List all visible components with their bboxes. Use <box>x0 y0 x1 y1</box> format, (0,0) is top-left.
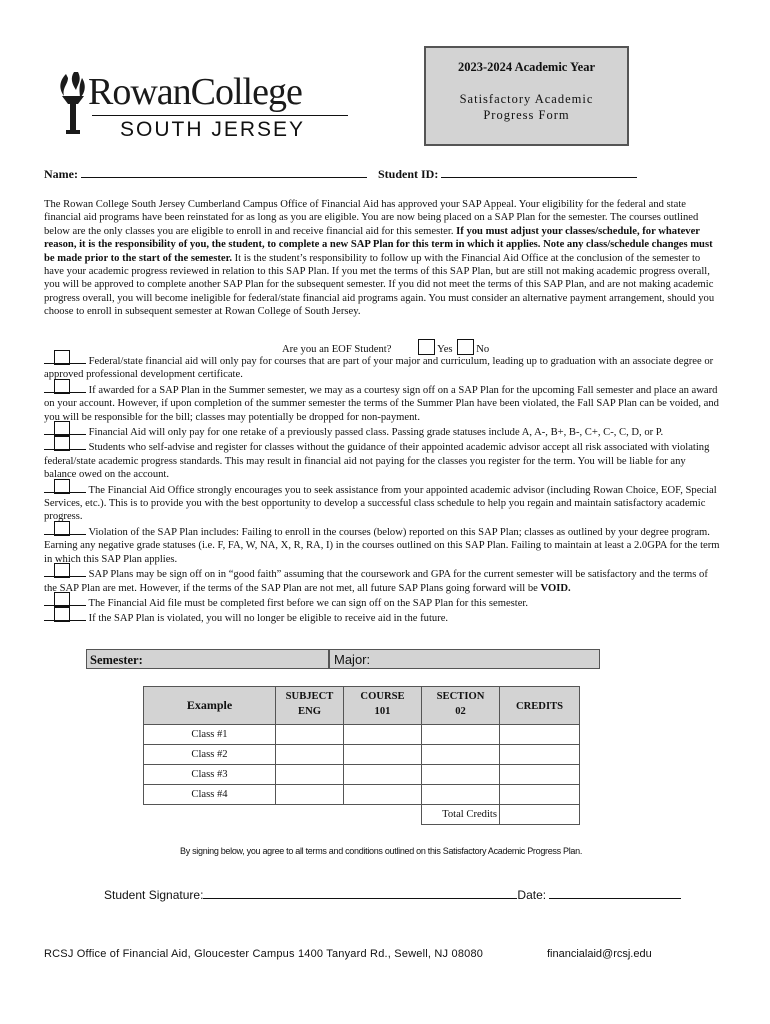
subject-cell[interactable] <box>276 745 344 765</box>
initial-box[interactable] <box>44 439 86 450</box>
course-header: COURSE 101 <box>344 687 422 725</box>
credits-cell[interactable] <box>500 745 580 765</box>
section-cell[interactable] <box>422 785 500 805</box>
list-item: The Financial Aid Office strongly encourages you to seek assistance from your appointed academic advisor (including Rowan Choice, EOF, Special Services, etc.). This is to provide you with the best opportunity to develop a successful class schedule to help you regain and maintain satisfactory academic progress. <box>44 482 720 524</box>
table-header-row <box>144 687 580 725</box>
table-row: Class #2 <box>144 745 580 765</box>
subject-header: SUBJECT ENG <box>276 687 344 725</box>
list-item: The Financial Aid file must be completed first before we can sign off on the SAP Plan for this semester. <box>44 595 720 610</box>
signature-field[interactable] <box>203 887 517 899</box>
initial-box[interactable] <box>44 610 86 621</box>
initial-box[interactable] <box>44 482 86 493</box>
email-link[interactable]: financialaid@rcsj.edu <box>547 948 652 960</box>
initial-box[interactable] <box>44 524 86 535</box>
list-item: If the SAP Plan is violated, you will no longer be eligible to receive aid in the future. <box>44 610 720 625</box>
intro-text-1: The Rowan College South Jersey Cumberland Campus Office of Financial Aid has approved your SAP Appeal. Your eligibility for the federal and state financial aid programs have been reinstated for as long as you are eligible. You are now being placed on a SAP Plan for the semester. The courses outlined below are the only classes you are eligible to enroll in and receive financial aid for this semester. <box>44 199 699 237</box>
logo-divider <box>92 115 348 116</box>
credits-cell[interactable] <box>500 785 580 805</box>
table-row: Class #1 <box>144 725 580 745</box>
subject-cell[interactable] <box>276 765 344 785</box>
course-cell[interactable] <box>344 725 422 745</box>
total-row <box>144 805 580 825</box>
acknowledgement-list <box>44 353 720 626</box>
example-header: Example <box>144 687 276 725</box>
table-row: Class #4 <box>144 785 580 805</box>
form-title-line2: Progress Form <box>483 108 570 122</box>
subject-cell[interactable] <box>276 725 344 745</box>
intro-bold-notice: If you must adjust your classes/schedule, for whatever reason, it is the responsibility of you, the student, to complete a new SAP Plan for this term in which it applies. Note any class/schedule changes must be made prior to the start of the semester. <box>44 225 713 264</box>
intro-text-2: It is the student’s responsibility to follow up with the Financial Aid Office at the conclusion of the semester to have your academic progress reviewed in relation to this SAP Plan. If you met the terms of this SAP Plan, but are still not making academic progress overall, you will be approved to complete another SAP Plan for the subsequent semester. If you did not meet the terms of this SAP Plan, and are not making academic progress overall, you will become ineligible for federal/state financial aid programs again. You must consider an alternative payment arrangement, should you choose to enroll in subsequent semester at Rowan College of South Jersey. <box>44 252 715 318</box>
signature-label: Student Signature: <box>104 888 204 902</box>
list-item: Financial Aid will only pay for one retake of a previously passed class. Passing grade statuses include A, A-, B+, B-, C+, C-, C, D, or P. <box>44 424 720 439</box>
initial-box[interactable] <box>44 382 86 393</box>
section-cell[interactable] <box>422 745 500 765</box>
table-row: Class #3 <box>144 765 580 785</box>
credits-cell[interactable] <box>500 725 580 745</box>
logo-subtitle: SOUTH JERSEY <box>120 118 306 141</box>
initial-box[interactable] <box>44 595 86 606</box>
list-item: Violation of the SAP Plan includes: Failing to enroll in the courses (below) reported on this SAP Plan; classes as outlined by your degree program. Earning any negative grade statuses (i.e. F, FA, W, NA, X, R, RA, I) in the courses outlined on this SAP Plan. Failing to maintain at least a 2.0GPA for the term in which this SAP Plan applies. <box>44 524 720 566</box>
initial-box[interactable] <box>44 566 86 577</box>
name-label: Name: <box>44 167 78 181</box>
credits-cell[interactable] <box>500 765 580 785</box>
credits-header: CREDITS <box>500 687 580 725</box>
logo-title: RowanCollege <box>88 71 302 113</box>
list-item: Federal/state financial aid will only pay for courses that are part of your major and curriculum, leading up to graduation with an associate degree or approved professional development certificate. <box>44 353 720 382</box>
course-cell[interactable] <box>344 785 422 805</box>
list-item: Students who self-advise and register for classes without the guidance of their appointed academic advisor accept all risk associated with violating federal/state academic progress standards. This may result in financial aid not paying for the classes you register for the term. You will be liable for any balance owed on the account. <box>44 439 720 481</box>
list-item: SAP Plans may be sign off on in “good faith” assuming that the coursework and GPA for the current semester will be satisfactory and the terms of the SAP Plan are met. However, if the terms of the SAP Plan are not met, all future SAP Plans going forward will be VOID. <box>44 566 720 595</box>
course-cell[interactable] <box>344 765 422 785</box>
name-field[interactable] <box>81 166 367 178</box>
date-field[interactable] <box>549 887 681 899</box>
total-credits-cell[interactable] <box>500 805 580 825</box>
academic-year: 2023-2024 Academic Year <box>457 60 595 74</box>
intro-paragraph <box>44 198 720 319</box>
eof-question: Are you an EOF Student? <box>282 344 392 355</box>
agreement-text: By signing below, you agree to all terms and conditions outlined on this Satisfactory Academic Progress Plan. <box>180 846 583 856</box>
section-cell[interactable] <box>422 725 500 745</box>
subject-cell[interactable] <box>276 785 344 805</box>
section-cell[interactable] <box>422 765 500 785</box>
student-id-label: Student ID: <box>377 167 439 181</box>
total-credits-label: Total Credits <box>422 805 500 825</box>
course-table <box>143 686 580 825</box>
initial-box[interactable] <box>44 353 86 364</box>
torch-logo-icon <box>56 70 90 138</box>
list-item: If awarded for a SAP Plan in the Summer semester, we may as a courtesy sign off on a SAP Plan for the upcoming Fall semester and place an award on your account. However, if upon completion of the summer semester the terms of the Summer Plan have been violated, the Fall SAP Plan can be voided, and you will be responsible for the bill; classes may potentially be dropped for non-payment. <box>44 382 720 424</box>
eof-yes-label: Yes <box>437 344 453 355</box>
void-text: VOID. <box>540 582 571 594</box>
name-row <box>44 166 637 182</box>
signature-row <box>104 887 681 902</box>
initial-box[interactable] <box>44 424 86 435</box>
form-title-box <box>424 46 629 146</box>
semester-divider <box>328 649 330 669</box>
office-address: RCSJ Office of Financial Aid, Gloucester Campus 1400 Tanyard Rd., Sewell, NJ 08080 <box>44 948 484 960</box>
date-label: Date: <box>517 888 547 902</box>
semester-label[interactable]: Semester: <box>90 653 143 667</box>
student-id-field[interactable] <box>441 166 637 178</box>
course-cell[interactable] <box>344 745 422 765</box>
section-header: SECTION 02 <box>422 687 500 725</box>
form-title-line1: Satisfactory Academic <box>459 92 594 106</box>
eof-no-label: No <box>476 344 490 355</box>
major-label[interactable]: Major: <box>334 652 371 667</box>
